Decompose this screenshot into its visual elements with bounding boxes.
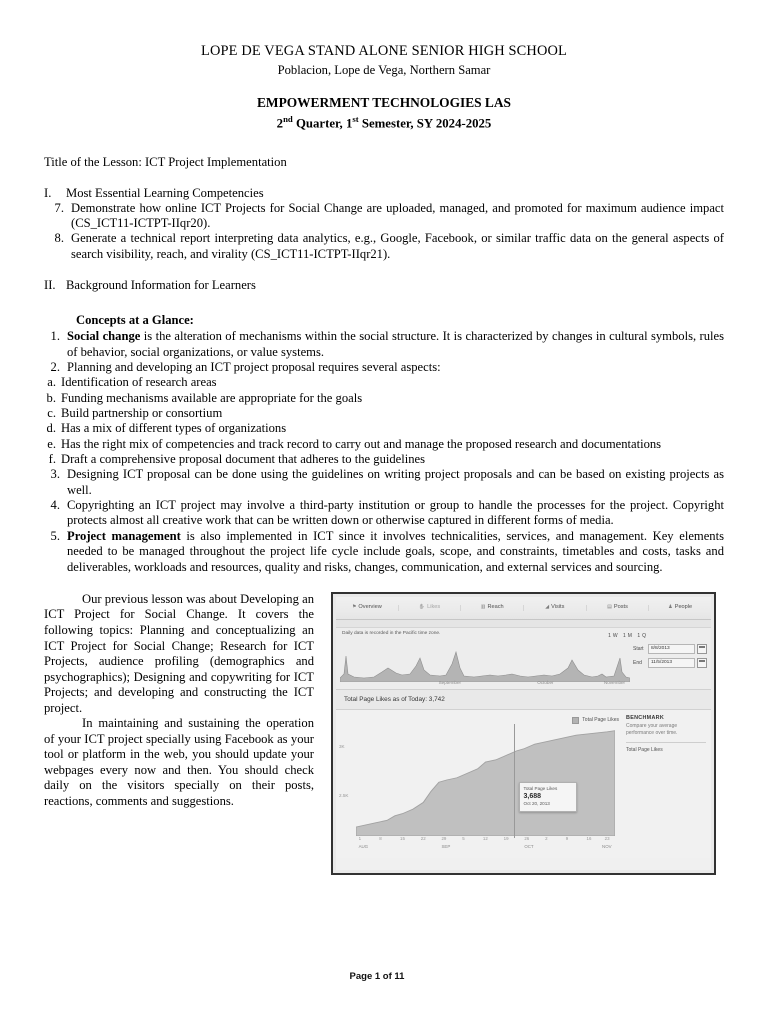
document-icon: ▤ — [607, 604, 612, 611]
section-one-heading: Most Essential Learning Competencies — [66, 185, 264, 200]
sparkline-month-labels — [340, 680, 630, 688]
benchmark-panel — [626, 715, 706, 754]
list-text: Planning and developing an ICT project proposal requires several aspects: — [67, 359, 441, 374]
benchmark-divider — [626, 742, 706, 743]
semester-ordinal: st — [352, 114, 359, 125]
tab-posts[interactable] — [587, 605, 650, 611]
concepts-list — [44, 329, 724, 375]
screenshot-inner — [336, 597, 711, 870]
quarter-suffix: Semester, SY 2024-2025 — [358, 116, 492, 131]
list-marker: e. — [47, 436, 56, 451]
narrative-column — [44, 592, 314, 875]
quarter-mid: Quarter, 1 — [292, 116, 353, 131]
concepts-heading: Concepts at a Glance: — [76, 313, 194, 328]
list-item — [44, 498, 724, 529]
x-tick: 12 — [482, 835, 488, 841]
competency-list — [44, 201, 724, 262]
x-tick: 29 — [441, 835, 447, 841]
list-marker: 1. — [50, 329, 60, 344]
list-item — [44, 231, 724, 262]
section-one-numeral: I. — [44, 185, 52, 200]
section-two-heading: Background Information for Learners — [66, 278, 256, 293]
main-chart-panel — [336, 710, 711, 858]
quarter-prefix: 2 — [276, 116, 284, 131]
x-month: OCT — [524, 843, 534, 849]
list-marker: c. — [47, 405, 56, 420]
start-date-row — [633, 644, 707, 654]
end-date-input[interactable]: 11/5/2013 — [648, 658, 695, 667]
list-marker: 5. — [50, 528, 60, 543]
term-project-management: Project management — [67, 528, 181, 543]
y-tick: 3K — [339, 744, 345, 750]
tab-people[interactable] — [649, 605, 711, 611]
line-chart-icon: ◢ — [545, 604, 550, 611]
school-address: Poblacion, Lope de Vega, Northern Samar — [277, 63, 491, 77]
chart-legend[interactable] — [572, 717, 619, 724]
list-text: Has the right mix of competencies and track record to carry out and manage the proposed research and documentations — [61, 436, 662, 451]
list-marker: 7. — [54, 200, 64, 215]
tab-likes[interactable] — [399, 605, 462, 611]
total-page-likes-header: Total Page Likes as of Today: 3,742 — [336, 690, 711, 710]
list-marker: b. — [46, 390, 56, 405]
insights-tab-bar — [336, 597, 711, 620]
lesson-title-line: Title of the Lesson: ICT Project Implementation — [44, 154, 287, 169]
chart-area — [336, 724, 619, 836]
x-tick: 22 — [420, 835, 426, 841]
x-tick: 15 — [400, 835, 405, 841]
tab-label: Reach — [487, 604, 504, 611]
list-item — [44, 406, 724, 421]
list-item — [44, 421, 724, 436]
tab-label: People — [674, 604, 693, 611]
tab-bar-shadow — [336, 620, 711, 628]
timezone-note: Daily data is recorded in the Pacific time zone. — [342, 630, 441, 636]
list-marker: a. — [47, 375, 56, 390]
school-name: LOPE DE VEGA STAND ALONE SENIOR HIGH SCHOOL — [201, 43, 567, 59]
chart-tooltip — [519, 782, 577, 812]
x-month: AUG — [358, 843, 369, 849]
tooltip-value: 3,688 — [523, 792, 542, 800]
tab-label: Likes — [427, 604, 441, 611]
sparkline-month: October — [537, 679, 554, 685]
list-item — [44, 201, 724, 232]
list-marker: 2. — [50, 359, 60, 374]
x-tick: 2 — [545, 835, 548, 841]
bottom-section — [44, 592, 724, 875]
list-text — [67, 329, 724, 360]
thumbs-up-icon: ✋ — [418, 604, 426, 611]
benchmark-title: BENCHMARK — [626, 714, 665, 721]
benchmark-description: Compare your average performance over time. — [626, 722, 678, 736]
list-item — [44, 329, 724, 360]
x-tick: 5 — [462, 835, 465, 841]
list-text: Copyrighting an ICT project may involve a third-party institution or group to handle the processes for the project. Copyright protects almost all creative work that can be written down or otherwise captured in different forms of media. — [67, 498, 724, 528]
facebook-insights-screenshot — [331, 592, 716, 875]
page-footer — [0, 971, 768, 982]
list-text: Demonstrate how online ICT Projects for Social Change are uploaded, managed, and promoted for maximum audience impact (CS_ICT11-ICTPT-IIqr20). — [71, 200, 724, 231]
x-axis — [356, 836, 615, 854]
list-text: Designing ICT proposal can be done using the guidelines on writing project proposals and can be based on existing projects as well. — [67, 467, 724, 497]
list-marker: 3. — [50, 467, 60, 482]
x-tick: 8 — [379, 835, 382, 841]
bar-chart-icon: ▥ — [480, 604, 486, 611]
las-title: EMPOWERMENT TECHNOLOGIES LAS — [257, 94, 511, 110]
list-text: Has a mix of different types of organizations — [61, 421, 287, 436]
list-text — [67, 529, 724, 575]
list-text-body: is also implemented in ICT since it involves technicalities, services, and management. Key elements needed to be managed throughout the project life cycle include goals, scope, and constraints, timetables and costs, tasks and deliverables, workloads and resources, quality and risks, changes, communication, and external services and sourcing. — [67, 528, 724, 574]
list-text: Draft a comprehensive proposal document that adheres to the guidelines — [61, 452, 426, 467]
benchmark-item-total-page-likes[interactable]: Total Page Likes — [626, 747, 663, 754]
x-tick: 23 — [604, 835, 610, 841]
legend-swatch-icon — [572, 717, 579, 724]
list-item — [44, 375, 724, 390]
narrative-paragraph-1: Our previous lesson was about Developing an ICT Project for Social Change. It covers the following topics: Planning and conceptualizing an ICT Project for Social Change; Research for ICT Projects, audience profiling (demographics and psychographics); Designing and copywriting for ICT Projects; and developing and constructing the ICT project. — [44, 591, 314, 715]
list-marker: f. — [48, 452, 56, 467]
section-two-numeral: II. — [44, 278, 56, 293]
sparkline-month: November — [603, 679, 626, 685]
chart-cursor-line — [514, 724, 515, 838]
tab-overview[interactable] — [336, 605, 399, 611]
list-marker: 4. — [50, 498, 60, 513]
people-icon: ♟ — [668, 604, 673, 611]
x-tick: 19 — [503, 835, 509, 841]
start-date-input[interactable]: 8/8/2013 — [648, 644, 695, 653]
tooltip-date: Oct 20, 2013 — [523, 801, 550, 807]
list-text: Funding mechanisms available are appropriate for the goals — [61, 390, 363, 405]
list-item — [44, 529, 724, 575]
proposal-aspects-list — [44, 375, 724, 467]
flag-icon: ⚑ — [351, 604, 357, 611]
list-item — [44, 360, 724, 375]
tab-label: Posts — [613, 604, 628, 611]
list-item — [44, 452, 724, 467]
tab-label: Overview — [358, 604, 382, 611]
term-social-change: Social change — [67, 329, 141, 344]
y-tick: 2.5K — [339, 793, 349, 799]
list-item — [44, 391, 724, 406]
list-text: Identification of research areas — [61, 375, 217, 390]
quarter-ordinal: nd — [283, 114, 293, 125]
list-item — [44, 467, 724, 498]
y-axis-ticks — [339, 724, 355, 836]
x-month: NOV — [602, 843, 612, 849]
section-two-heading-row — [44, 278, 724, 293]
list-item — [44, 437, 724, 452]
x-tick: 9 — [565, 835, 569, 841]
page-number: Page 1 of 11 — [349, 971, 405, 982]
las-subtitle — [44, 114, 724, 132]
section-two — [44, 278, 724, 575]
calendar-icon[interactable] — [697, 644, 707, 654]
overview-range-panel — [336, 628, 711, 690]
x-tick: 1 — [358, 835, 362, 841]
calendar-icon[interactable] — [697, 658, 707, 668]
sparkline-month: September — [438, 679, 462, 685]
range-shortcuts[interactable]: 1W 1M 1Q — [608, 632, 648, 639]
legend-label: Total Page Likes — [582, 717, 619, 724]
start-date-label: Start — [633, 645, 644, 652]
list-text-body: is the alteration of mechanisms within the social structure. It is characterized by changes in cultural symbols, rules of behavior, social organizations, or value systems. — [67, 329, 725, 359]
area-chart-plot — [356, 724, 615, 836]
list-marker: d. — [46, 421, 56, 436]
tab-visits[interactable] — [524, 605, 587, 611]
x-tick: 16 — [586, 835, 592, 841]
list-text: Build partnership or consortium — [61, 405, 223, 420]
date-range-controls — [633, 644, 707, 672]
list-text: Generate a technical report interpreting data analytics, e.g., Google, Facebook, or similar traffic data on the general aspects of search visibility, reach, and virality (CS_ICT11-ICTPT-IIqr21). — [71, 231, 724, 261]
x-tick: 26 — [524, 835, 530, 841]
concepts-list-continued — [44, 467, 724, 575]
tab-reach[interactable] — [461, 605, 524, 611]
section-one-heading-row — [44, 186, 724, 201]
end-date-row — [633, 658, 707, 668]
list-marker: 8. — [54, 231, 64, 246]
narrative-paragraph-2: In maintaining and sustaining the operation of your ICT project specially using Facebook as your tool or platform in the web, you should update your webpages every now and then. You should check daily on the visitors specially on their posts, reactions, comments and suggestions. — [44, 716, 314, 809]
range-sparkline[interactable] — [340, 644, 630, 682]
end-date-label: End — [633, 659, 642, 666]
section-one — [44, 186, 724, 262]
tooltip-label: Total Page Likes — [523, 786, 558, 792]
tab-label: Visits — [551, 604, 565, 611]
screenshot-column — [331, 592, 724, 875]
x-month: SEP — [441, 843, 451, 849]
